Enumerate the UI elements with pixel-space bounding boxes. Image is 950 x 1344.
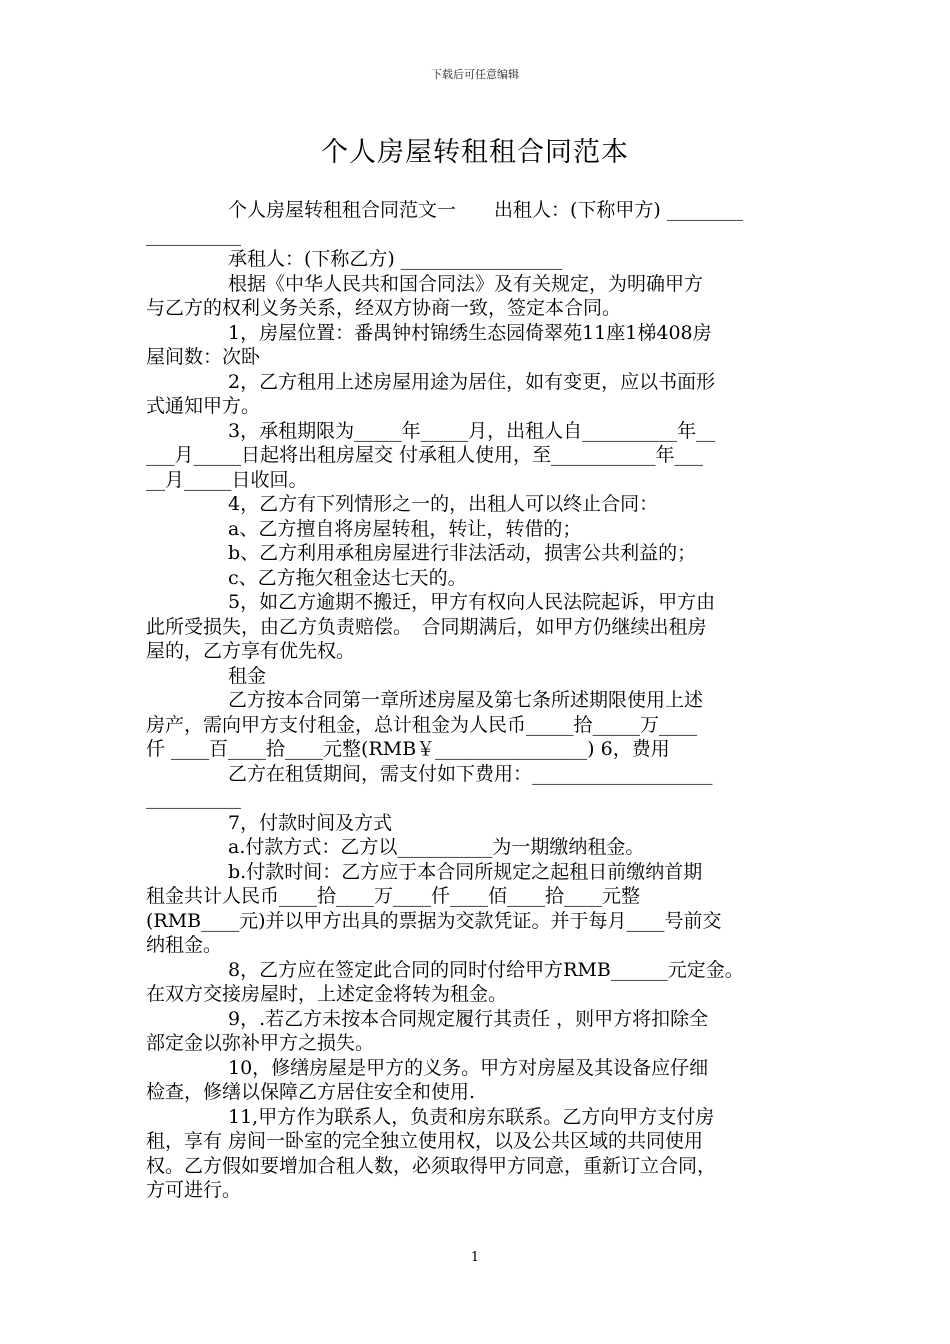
page-number: 1: [470, 1250, 480, 1265]
paragraph-line: 3，承租期限为_____年_____月，出租人自__________年__: [228, 419, 716, 442]
paragraph-line: 式通知甲方。: [146, 395, 261, 417]
paragraph-line: 10，修缮房屋是甲方的义务。甲方对房屋及其设备应仔细: [228, 1056, 709, 1079]
paragraph-line: 5，如乙方逾期不搬迁，甲方有权向人民法院起诉，甲方由: [228, 591, 716, 613]
paragraph-line: __月_____日收回。: [146, 468, 308, 491]
paragraph-line: __________: [146, 223, 241, 246]
paragraph-line: 房产，需向甲方支付租金，总计租金为人民币_____拾_____万____: [146, 713, 698, 736]
paragraph-line: 根据《中华人民共和国合同法》及有关规定，为明确甲方: [228, 272, 704, 295]
paragraph-line: 7，付款时间及方式: [228, 811, 393, 834]
paragraph-line: 租金: [228, 664, 267, 687]
paragraph-line: c、乙方拖欠租金达七天的。: [228, 566, 467, 589]
paragraph-line: ___月_____日起将出租房屋交 付承租人使用，至___________年___: [146, 444, 704, 466]
paragraph-line: 屋的，乙方享有优先权。: [146, 640, 356, 662]
paragraph-line: 此所受损失，由乙方负责赔偿。 合同期满后，如甲方仍继续出租房: [146, 615, 707, 638]
paragraph-line: b、乙方利用承租房屋进行非法活动，损害公共利益的；: [228, 542, 697, 564]
header-note: 下载后可任意编辑: [431, 68, 519, 81]
paragraph-line: 4，乙方有下列情形之一的，出租人可以终止合同：: [228, 493, 659, 515]
document-title: 个人房屋转租租合同范本: [321, 137, 629, 168]
paragraph-line: __________: [146, 787, 241, 809]
paragraph-line: 屋间数：次卧: [146, 346, 261, 368]
paragraph-line: 权。乙方假如要增加合租人数，必须取得甲方同意，重新订立合同，: [146, 1154, 717, 1177]
paragraph-line: 个人房屋转租租合同范文一 出租人：(下称甲方) ________: [228, 199, 743, 221]
paragraph-line: 租，享有 房间一卧室的完全独立使用权，以及公共区域的共同使用: [146, 1130, 704, 1152]
paragraph-line: 纳租金。: [146, 934, 223, 956]
document-body: [146, 198, 800, 1203]
paragraph-line: a、乙方擅自将房屋转租，转让，转借的；: [228, 517, 582, 540]
paragraph-line: 9，.若乙方未按本合同规定履行其责任 ，则甲方将扣除全: [228, 1007, 709, 1030]
paragraph-line: 乙方按本合同第一章所述房屋及第七条所述期限使用上述: [228, 689, 704, 711]
paragraph-line: 承租人：(下称乙方) _________________: [228, 248, 563, 270]
paragraph-line: 检查，修缮以保障乙方居住安全和使用.: [146, 1081, 476, 1103]
paragraph-line: 租金共计人民币____拾____万____仟____佰____拾____元整: [146, 885, 641, 907]
paragraph-line: 11,甲方作为联系人，负责和房东联系。乙方向甲方支付房: [228, 1105, 715, 1128]
paragraph-line: 2，乙方租用上述房屋用途为居住，如有变更，应以书面形: [228, 370, 716, 393]
paragraph-line: b.付款时间：乙方应于本合同所规定之起租日前缴纳首期: [228, 860, 703, 883]
paragraph-line: 仟 ____百____拾____元整(RMB￥________________) 6，费用: [146, 738, 670, 760]
paragraph-line: 乙方在租赁期间，需支付如下费用：___________________: [228, 762, 713, 785]
paragraph-line: 在双方交接房屋时，上述定金将转为租金。: [146, 983, 508, 1005]
paragraph-line: (RMB____元)并以甲方出具的票据为交款凭证。并于每月____号前交: [146, 909, 722, 932]
paragraph-line: 与乙方的权利义务关系，经双方协商一致，签定本合同。: [146, 297, 622, 319]
paragraph-line: 1，房屋位置：番禺钟村锦绣生态园倚翠苑11座1梯408房: [228, 321, 712, 344]
paragraph-line: 部定金以弥补甲方之损失。: [146, 1032, 375, 1054]
paragraph-line: a.付款方式：乙方以__________为一期缴纳租金。: [228, 836, 645, 858]
paragraph-line: 8，乙方应在签定此合同的同时付给甲方RMB______元定金。: [228, 958, 744, 981]
paragraph-line: 方可进行。: [146, 1179, 242, 1201]
